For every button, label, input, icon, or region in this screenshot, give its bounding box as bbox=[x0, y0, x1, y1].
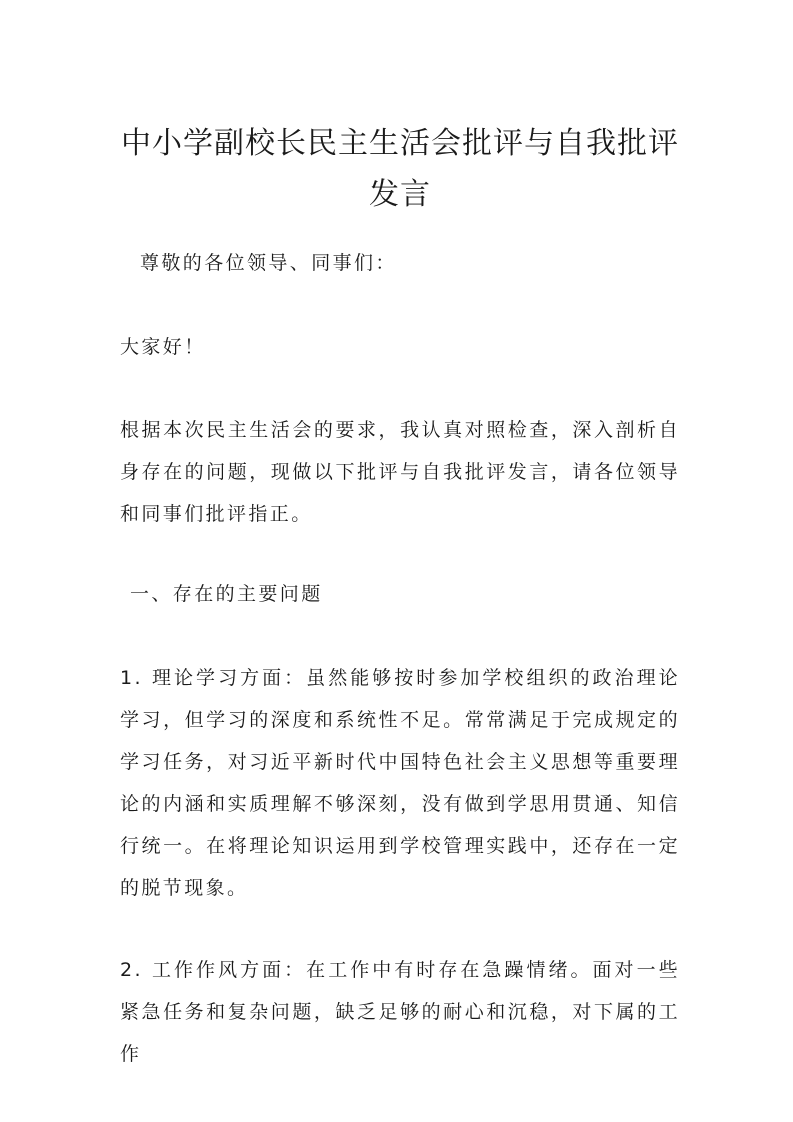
problem-item-2: 2. 工作作风方面：在工作中有时存在急躁情绪。面对一些紧急任务和复杂问题，缺乏足够的耐心和沉稳，对下属的工作 bbox=[120, 959, 681, 1065]
hello-paragraph: 大家好！ bbox=[120, 336, 206, 358]
greeting-paragraph: 尊敬的各位领导、同事们： bbox=[140, 252, 397, 274]
section-heading: 一、存在的主要问题 bbox=[130, 583, 323, 605]
document-title-line1: 中小学副校长民主生活会批评与自我批评 bbox=[121, 126, 679, 161]
document-title-line2: 发言 bbox=[369, 177, 431, 212]
intro-paragraph: 根据本次民主生活会的要求，我认真对照检查，深入剖析自身存在的问题，现做以下批评与自我批评发言，请各位领导和同事们批评指正。 bbox=[120, 419, 680, 525]
problem-item-1: 1. 理论学习方面：虽然能够按时参加学校组织的政治理论学习，但学习的深度和系统性不足。常常满足于完成规定的学习任务，对习近平新时代中国特色社会主义思想等重要理论的内涵和实质理解不够深刻，没有做到学思用贯通、知信行统一。在将理论知识运用到学校管理实践中，还存在一定的脱节现象。 bbox=[120, 667, 681, 899]
